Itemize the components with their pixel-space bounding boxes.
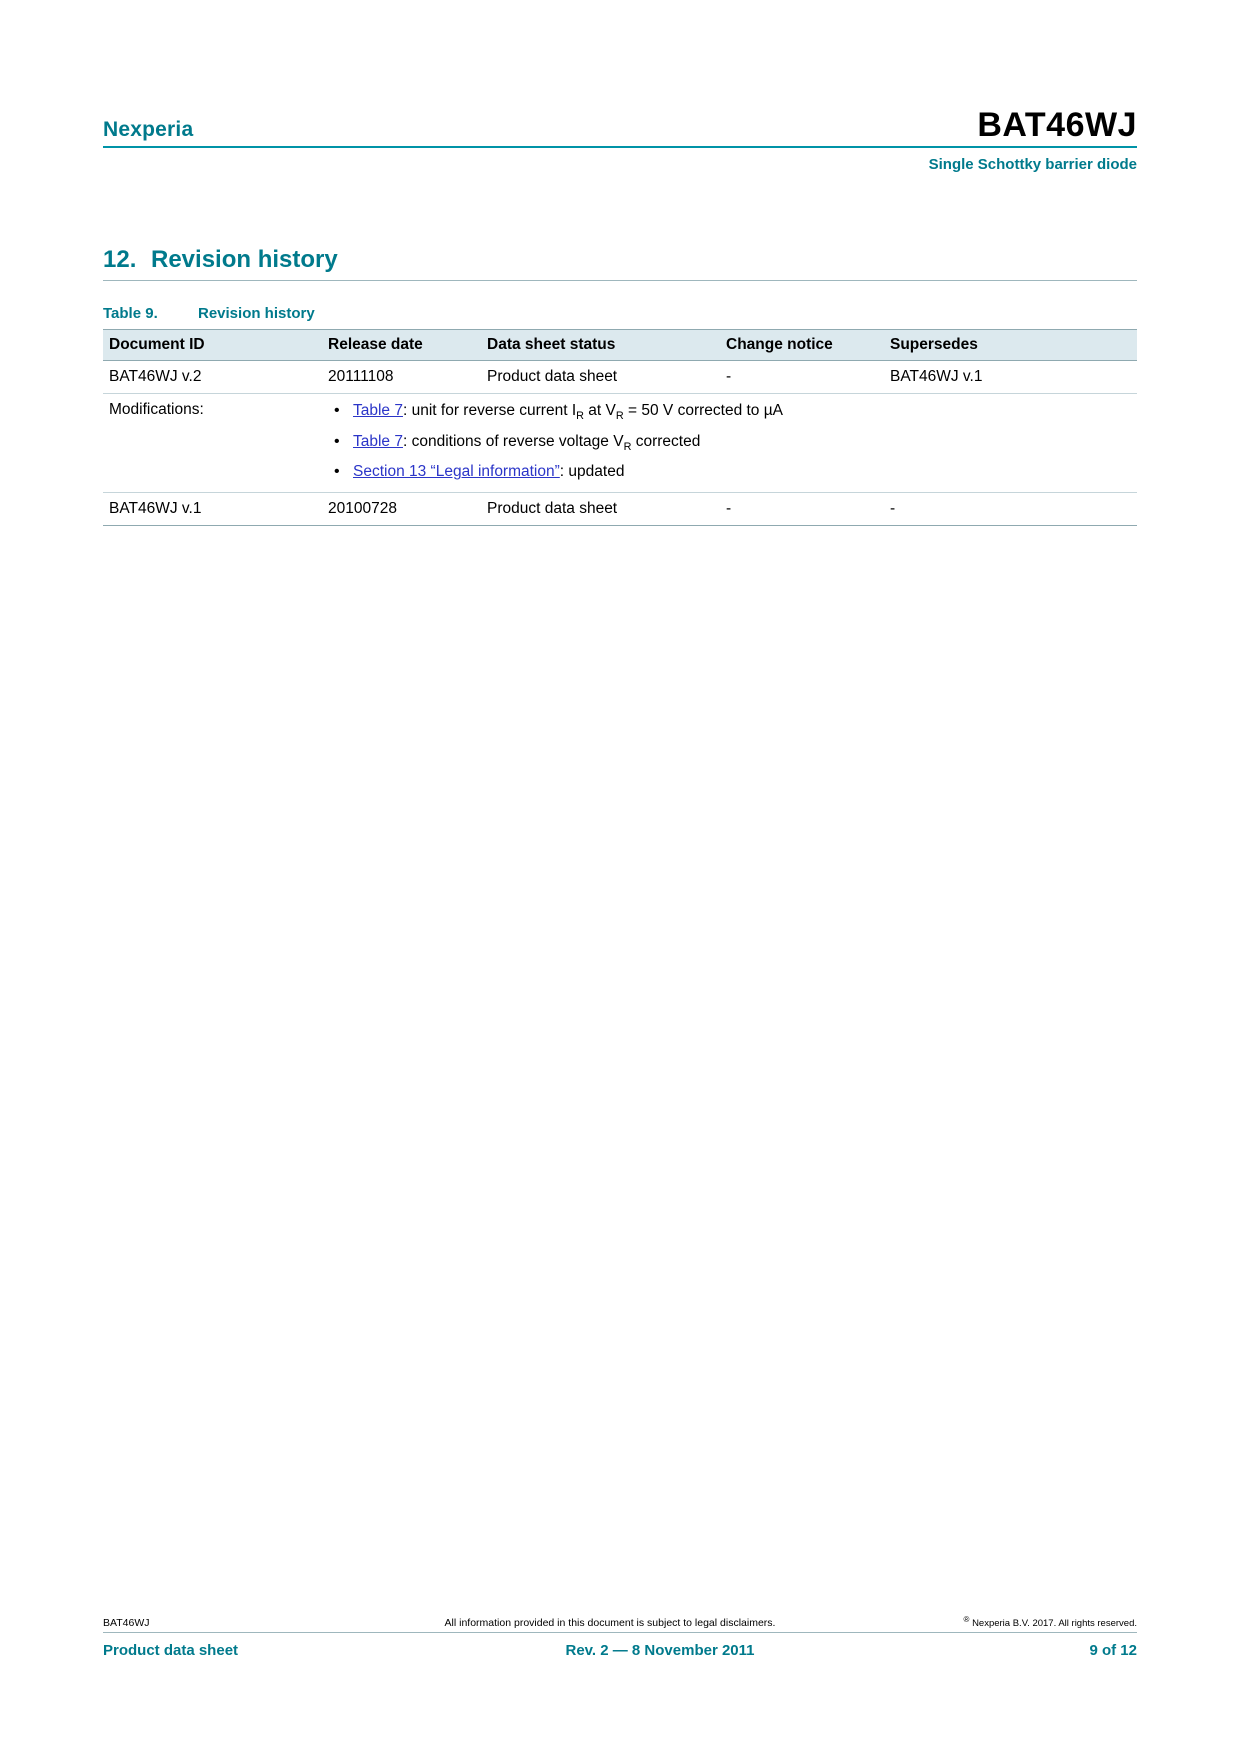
cell-supersedes: - xyxy=(884,493,1137,526)
column-header-release-date: Release date xyxy=(322,330,481,361)
column-header-supersedes: Supersedes xyxy=(884,330,1137,361)
column-header-document-id: Document ID xyxy=(103,330,322,361)
link-table-7[interactable]: Table 7 xyxy=(353,402,403,419)
table-row xyxy=(103,493,1137,526)
cell-change-notice: - xyxy=(720,361,884,394)
column-header-data-sheet-status: Data sheet status xyxy=(481,330,720,361)
mod-text-1c: = 50 V corrected to µA xyxy=(623,402,783,419)
table-caption xyxy=(103,305,1137,322)
section-title-text: Revision history xyxy=(151,246,338,273)
footer-disclaimer: All information provided in this document is subject to legal disclaimers. xyxy=(444,1617,776,1630)
footer-copyright-text: Nexperia B.V. 2017. All rights reserved. xyxy=(972,1618,1137,1630)
cell-modifications-label: Modifications: xyxy=(103,394,322,493)
revision-history-table xyxy=(103,329,1137,526)
brand-logo: Nexperia xyxy=(103,118,194,141)
footer-doc-type: Product data sheet xyxy=(103,1642,239,1660)
registered-icon: ® xyxy=(963,1615,970,1624)
footer-copyright xyxy=(887,1615,1137,1629)
cell-release-date: 20100728 xyxy=(322,493,481,526)
list-item xyxy=(328,432,1129,455)
link-table-7-second[interactable]: Table 7 xyxy=(353,432,403,450)
cell-change-notice: - xyxy=(720,493,884,526)
cell-document-id: BAT46WJ v.1 xyxy=(103,493,322,526)
mod-text-1a: : unit for reverse current I xyxy=(402,402,577,419)
header-subtitle: Single Schottky barrier diode xyxy=(928,156,1137,173)
list-item xyxy=(328,462,1129,483)
page-title: BAT46WJ xyxy=(977,106,1137,144)
table-caption-label: Table 9. xyxy=(103,305,158,322)
table-caption-text: Revision history xyxy=(198,305,315,322)
table-row-modifications xyxy=(103,394,1137,493)
footer-top-row xyxy=(103,1615,1137,1633)
mod-sub-2a: R xyxy=(623,440,632,453)
section-heading xyxy=(103,246,1137,281)
section-number: 12. xyxy=(103,246,137,273)
mod-text-2b: corrected xyxy=(631,432,701,450)
column-header-change-notice: Change notice xyxy=(720,330,884,361)
cell-data-sheet-status: Product data sheet xyxy=(481,493,720,526)
mod-text-3a: : updated xyxy=(559,463,625,481)
revision-history-block xyxy=(103,305,1137,526)
footer-part-number: BAT46WJ xyxy=(103,1617,150,1630)
cell-document-id: BAT46WJ v.2 xyxy=(103,361,322,394)
cell-supersedes: BAT46WJ v.1 xyxy=(884,361,1137,394)
mod-sub-1a: R xyxy=(576,410,584,423)
table-header-row xyxy=(103,330,1137,361)
footer-revision: Rev. 2 — 8 November 2011 xyxy=(565,1642,755,1660)
link-section-13-legal-information[interactable]: Section 13 “Legal information” xyxy=(353,463,560,481)
footer-bottom-row xyxy=(103,1642,1137,1659)
modifications-list xyxy=(328,401,1129,483)
page-header xyxy=(103,108,1137,173)
mod-sub-1b: R xyxy=(615,410,624,423)
mod-text-1b: at V xyxy=(583,402,616,419)
footer-page-number: 9 of 12 xyxy=(1089,1642,1137,1660)
mod-text-2a: : conditions of reverse voltage V xyxy=(402,432,624,450)
cell-modifications-list xyxy=(322,394,1137,493)
cell-data-sheet-status: Product data sheet xyxy=(481,361,720,394)
table-row xyxy=(103,361,1137,394)
page-footer xyxy=(103,1615,1137,1659)
list-item xyxy=(328,401,1129,424)
header-top-row xyxy=(103,108,1137,148)
cell-release-date: 20111108 xyxy=(322,361,481,394)
